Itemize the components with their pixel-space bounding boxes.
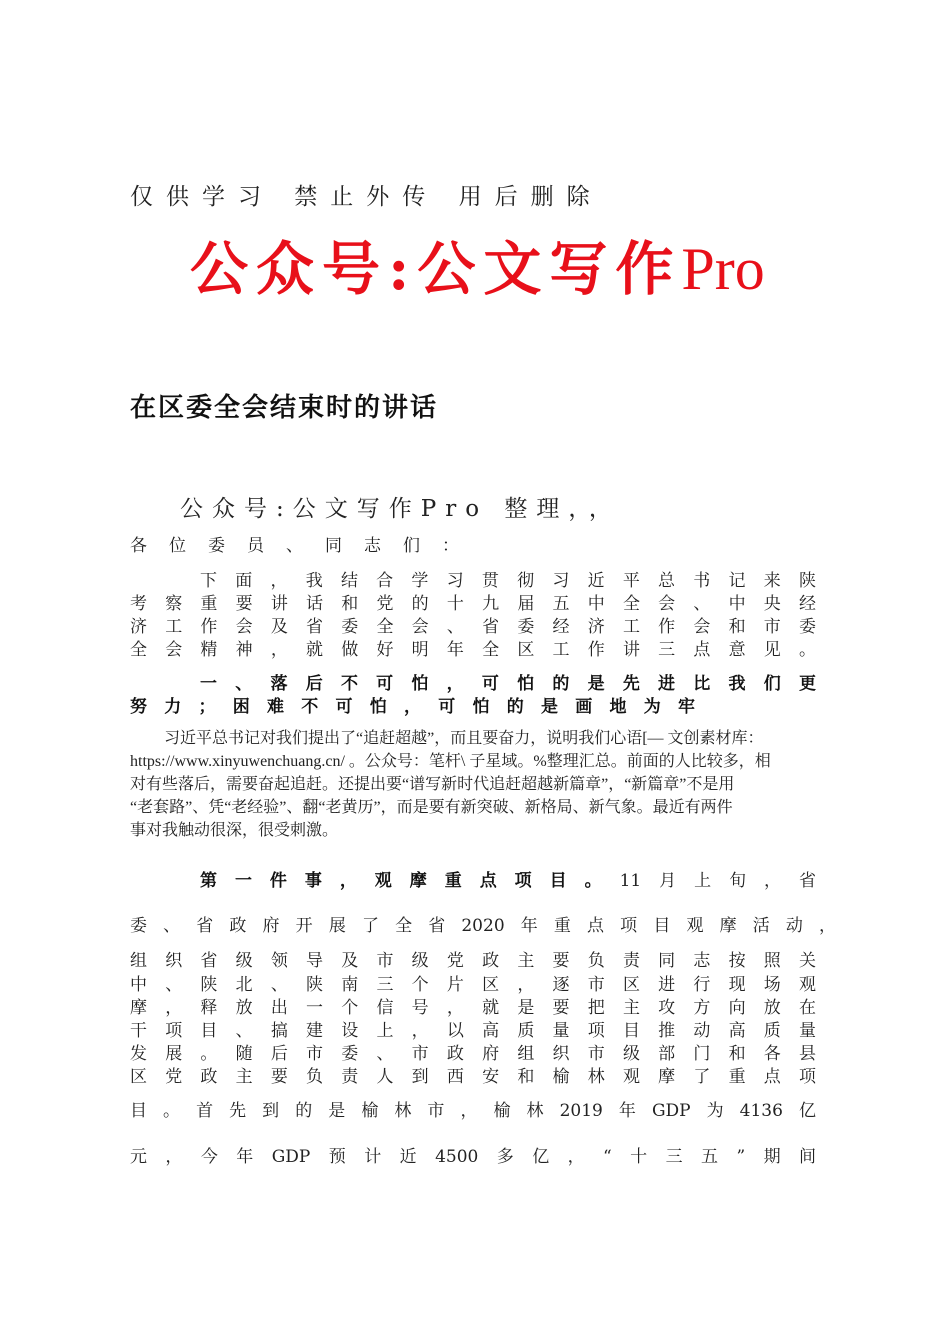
body-paragraph	[130, 727, 830, 842]
brand-banner	[190, 222, 765, 306]
intro-line: 全会精神，就做好明年全区工作讲三点意见。	[130, 640, 816, 660]
body-line: 摩，释放出一个信号，就是要把主攻方向放在	[130, 998, 816, 1018]
body-line: “老套路”、凭“老经验”、翻“老黄历”，而是要有新突破、新格局、新气象。最近有两件	[130, 799, 733, 816]
body-line: 组织省级领导及市级党政主要负责同志按照关	[130, 951, 816, 971]
body-line: 干项目、搞建设上，以高质量项目推动高质量	[130, 1021, 816, 1041]
body-line: 中、陕北、陕南三个片区，逐市区进行现场观	[130, 975, 816, 995]
body-line: 目。首先到的是榆林市，榆林2019年GDP为4136亿	[130, 1101, 816, 1121]
first-thing-text: 11月上旬，省	[619, 871, 817, 891]
byline: 公众号:公文写作Pro 整理，，	[180, 496, 621, 522]
section-heading-line: 一、落后不可怕，可怕的是先进比我们更	[200, 674, 816, 694]
intro-line: 济工作会及省委全会、省委经济工作会和市委	[130, 617, 816, 637]
page-title: 在区委全会结束时的讲话	[130, 393, 439, 423]
section-heading-line: 努力；困难不可怕，可怕的是画地为牢	[130, 697, 695, 717]
first-thing-line	[200, 866, 816, 891]
body-line: 元，今年GDP预计近4500多亿，“十三五”期间	[130, 1147, 816, 1167]
body-line: 事对我触动很深，很受刺激。	[130, 822, 339, 839]
body-line: 习近平总书记对我们提出了“追赶超越”，而且要奋力，说明我们心语[— 文创素材库：	[164, 730, 764, 747]
intro-line: 下面，我结合学习贯彻习近平总书记来陕	[200, 571, 816, 591]
body-line: 发展。随后市委、市政府组织市级部门和各县	[130, 1044, 816, 1064]
brand-pro: Pro	[681, 236, 765, 302]
body-line: 对有些落后，需要奋起追赶。还提出要“谱写新时代追赶超越新篇章”，“新篇章”不是用	[130, 776, 735, 793]
salutation: 各位委员、同志们：	[130, 536, 481, 556]
usage-notice: 仅供学习 禁止外传 用后删除	[130, 184, 603, 210]
body-line: https://www.xinyuwenchuang.cn/ 。公众号：笔杆\ 子星域。%整理汇总。前面的人比较多，相	[130, 753, 771, 770]
first-thing-heading: 第一件事，观摩重点项目。	[200, 871, 620, 891]
intro-line: 考察重要讲话和党的十九届五中全会、中央经	[130, 594, 816, 614]
body-line: 区党政主要负责人到西安和榆林观摩了重点项	[130, 1067, 816, 1087]
body-line: 委、省政府开展了全省2020年重点项目观摩活动，	[130, 916, 836, 936]
brand-name: 公众号:公文写作	[190, 235, 682, 303]
